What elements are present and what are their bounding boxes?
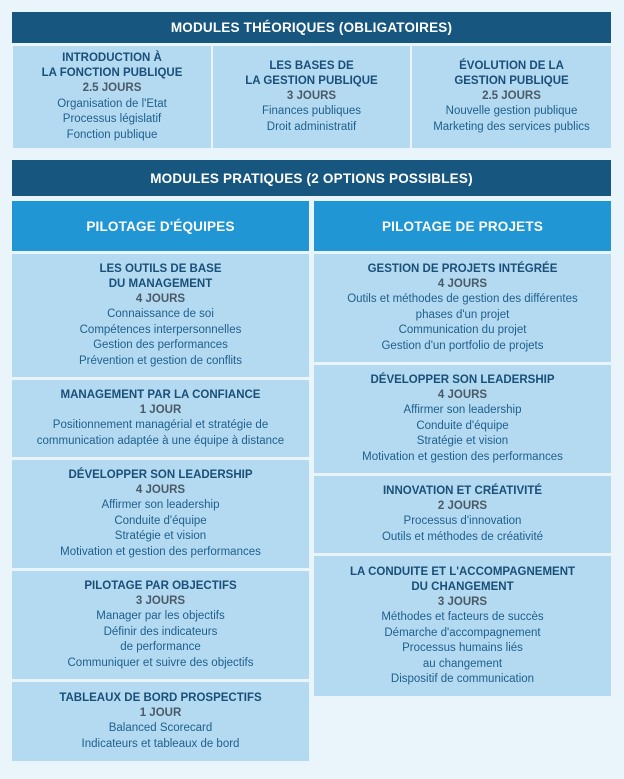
module-duration: 4 JOURS	[437, 388, 488, 401]
module-card	[12, 460, 309, 568]
module-card	[314, 556, 611, 696]
module-topic: Conduite d'équipe	[114, 514, 207, 527]
module-duration: 2.5 JOURS	[482, 89, 541, 102]
module-duration: 3 JOURS	[437, 595, 488, 608]
module-duration: 2.5 JOURS	[82, 82, 142, 94]
module-title: ÉVOLUTION DE LA GESTION PUBLIQUE	[454, 59, 569, 87]
module-topic: Outils et méthodes de gestion des différentes phases d'un projet	[347, 293, 578, 321]
module-topic: Processus humains liés au changement	[402, 642, 523, 670]
module-topic: Finances publiques	[261, 105, 362, 118]
module-duration: 1 JOUR	[139, 706, 182, 719]
module-topic: Démarche d'accompagnement	[384, 626, 541, 639]
module-card	[12, 682, 309, 761]
module-topic: Positionnement managérial et stratégie de communication adaptée à une équipe à distance	[36, 419, 285, 447]
module-topic: Définir des indicateurs de performance	[103, 625, 218, 654]
module-topic: Gestion d'un portfolio de projets	[381, 339, 544, 352]
theoretical-modules-header: MODULES THÉORIQUES (OBLIGATOIRES)	[12, 12, 611, 43]
module-topic: Compétences interpersonnelles	[79, 323, 242, 336]
module-duration: 4 JOURS	[437, 277, 488, 290]
module-title: DÉVELOPPER SON LEADERSHIP	[68, 468, 253, 481]
team-management-column-header: PILOTAGE D'ÉQUIPES	[12, 201, 309, 251]
module-topic: Organisation de l'Etat	[57, 97, 167, 110]
module-topic: Fonction publique	[66, 128, 158, 141]
module-topic: Manager par les objectifs	[96, 610, 225, 623]
module-topic: Dispositif de communication	[390, 673, 535, 685]
module-topic: Processus d'innovation	[403, 515, 522, 528]
practical-modules-header: MODULES PRATIQUES (2 OPTIONS POSSIBLES)	[12, 160, 611, 196]
module-duration: 1 JOUR	[139, 403, 182, 416]
module-title: LES OUTILS DE BASE DU MANAGEMENT	[99, 262, 222, 290]
module-topic: Motivation et gestion des performances	[362, 450, 563, 463]
module-title: INNOVATION ET CRÉATIVITÉ	[382, 484, 543, 497]
module-topic: Méthodes et facteurs de succès	[381, 611, 544, 623]
module-topic: Stratégie et vision	[114, 530, 207, 543]
module-topic: Gestion des performances	[93, 339, 228, 352]
module-card	[12, 254, 309, 377]
module-topic: Communiquer et suivre des objectifs	[67, 656, 254, 669]
module-card	[213, 46, 410, 148]
module-card	[412, 46, 611, 148]
module-duration: 3 JOURS	[135, 594, 186, 607]
module-topic: Affirmer son leadership	[101, 499, 220, 512]
module-topic: Indicateurs et tableaux de bord	[81, 737, 240, 750]
module-card	[314, 476, 611, 553]
module-duration: 3 JOURS	[286, 89, 337, 102]
module-topic: Affirmer son leadership	[403, 404, 522, 417]
module-topic: Processus législatif	[62, 113, 162, 125]
module-topic: Motivation et gestion des performances	[60, 545, 261, 558]
module-duration: 4 JOURS	[135, 483, 186, 496]
module-card	[12, 571, 309, 679]
module-topic: Connaissance de soi	[107, 308, 214, 321]
module-topic: Stratégie et vision	[416, 435, 509, 448]
module-topic: Communication du projet	[398, 324, 527, 337]
module-card	[12, 380, 309, 457]
module-topic: Prévention et gestion de conflits	[78, 354, 243, 367]
project-management-column-header: PILOTAGE DE PROJETS	[314, 201, 611, 251]
module-card	[13, 46, 211, 148]
module-topic: Nouvelle gestion publique	[445, 105, 578, 118]
module-title: LES BASES DE LA GESTION PUBLIQUE	[245, 59, 378, 87]
module-topic: Conduite d'équipe	[416, 419, 509, 432]
module-title: TABLEAUX DE BORD PROSPECTIFS	[59, 691, 262, 704]
module-duration: 4 JOURS	[135, 292, 186, 305]
module-topic: Balanced Scorecard	[108, 722, 213, 735]
module-title: INTRODUCTION À LA FONCTION PUBLIQUE	[41, 52, 183, 79]
module-title: GESTION DE PROJETS INTÉGRÉE	[367, 262, 558, 275]
module-topic: Outils et méthodes de créativité	[381, 530, 544, 543]
module-card	[314, 365, 611, 473]
module-title: DÉVELOPPER SON LEADERSHIP	[370, 373, 555, 386]
module-topic: Marketing des services publics	[433, 120, 590, 133]
module-title: LA CONDUITE ET L'ACCOMPAGNEMENT DU CHANGEMENT	[349, 565, 576, 593]
module-duration: 2 JOURS	[437, 499, 488, 512]
module-topic: Droit administratif	[266, 120, 357, 133]
module-title: MANAGEMENT PAR LA CONFIANCE	[60, 388, 261, 401]
module-title: PILOTAGE PAR OBJECTIFS	[84, 579, 237, 592]
module-card	[314, 254, 611, 362]
